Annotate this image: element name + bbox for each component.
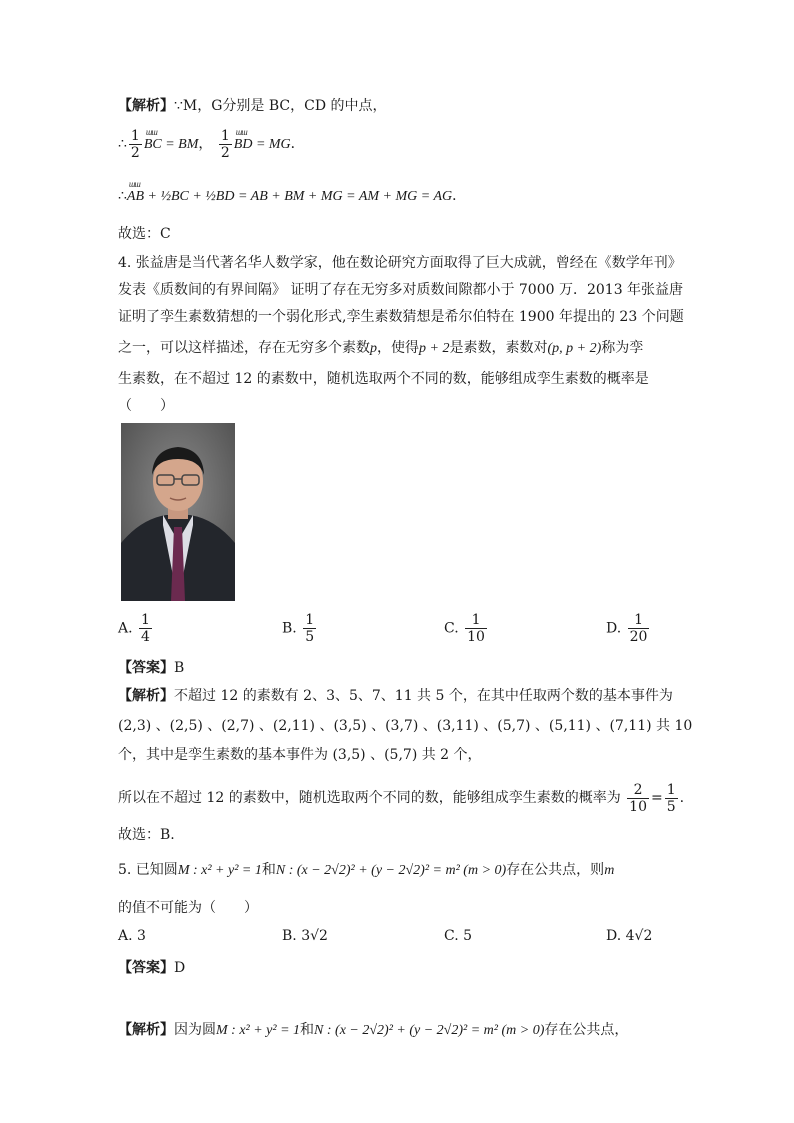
twin-pair: (p, p + 2) (547, 341, 602, 356)
q4-bracket: （ ） (118, 398, 174, 414)
option-c[interactable]: C. $\frac{1}{10}$ (444, 612, 485, 645)
vector-sum-expression: ɯɯ AB + ½BC + ½BD = AB + BM + MG = AM + MG = AG (127, 179, 452, 215)
choice-answer-b: 故选：B. (118, 827, 175, 843)
half-fraction: $\frac{1}{2}$ (220, 127, 230, 161)
option-d[interactable]: D. $\frac{1}{20}$ (606, 612, 648, 645)
analysis-text: ∵M，G分别是 BC，CD 的中点， (174, 98, 387, 114)
option-a-fraction: $\frac{1}{4}$ (141, 612, 150, 645)
q5-line-1: 5. 已知圆M : x² + y² = 1和N : (x − 2√2)² + (y − 2√2)² = m² (m > 0)存在公共点，则m (118, 862, 615, 878)
answer-4: 【答案】B (118, 660, 185, 676)
q5-option-d[interactable]: D. 4√2 (606, 928, 653, 944)
circle-m-equation: M : x² + y² = 1 (177, 863, 262, 878)
option-b-fraction: $\frac{1}{5}$ (305, 612, 315, 645)
q4-line-2: 发表《质数间的有界间隔》 证明了存在无穷多对质数间隙都小于 7000 万．2013 年张益唐 (118, 282, 684, 298)
vector-equation-2: ɯɯ BD = MG (234, 127, 291, 163)
vector-equation-1: ɯɯ BC = BM (144, 127, 199, 163)
option-c-fraction: $\frac{1}{10}$ (467, 612, 485, 645)
q4-line-4: 之一，可以这样描述，存在无穷多个素数p，使得p + 2是素数，素数对(p, p + 2)称为孪 (118, 340, 644, 356)
q5-option-c[interactable]: C. 5 (444, 928, 473, 944)
q4-line-3: 证明了孪生素数猜想的一个弱化形式,孪生素数猜想是希尔伯特在 1900 年提出的 23 个问题 (118, 309, 684, 325)
portrait-photo (121, 423, 235, 601)
therefore-symbol: ∴ (118, 136, 127, 152)
q5-option-b-value: 3√2 (301, 928, 328, 944)
expr-p-plus-2: p + 2 (419, 341, 450, 356)
q4-line-5: 生素数，在不超过 12 的素数中，随机选取两个不同的数，能够组成孪生素数的概率是 (118, 371, 649, 387)
vector-sum-line: ∴ɯɯ AB + ½BC + ½BD = AB + BM + MG = AM + MG = AG． (118, 178, 466, 215)
answer-5: 【答案】D (118, 960, 186, 976)
explanation-4-line-3: 个，其中是孪生素数的基本事件为 (3,5) 、(5,7) 共 2 个， (118, 747, 482, 763)
explanation-4-line-4: 所以在不超过 12 的素数中，随机选取两个不同的数，能够组成孪生素数的概率为 $\frac{2}{10}$ = $\frac{1}{5}$ . (118, 781, 685, 815)
var-p: p (370, 341, 377, 356)
analysis-tag: 【解析】 (118, 98, 174, 114)
circle-m-equation: M : x² + y² = 1 (216, 1023, 301, 1038)
prob-fraction-2-10: $\frac{2}{10}$ (629, 781, 647, 815)
therefore-symbol: ∴ (118, 188, 127, 204)
half-fraction: $\frac{1}{2}$ (130, 127, 140, 161)
q5-line-2: 的值不可能为（ ） (118, 900, 258, 916)
explanation-5-line-1: 【解析】因为圆M : x² + y² = 1和N : (x − 2√2)² + (y − 2√2)² = m² (m > 0)存在公共点， (118, 1022, 629, 1038)
choice-answer-c: 故选：C (118, 226, 171, 242)
explanation-4-line-2: (2,3) 、(2,5) 、(2,7) 、(2,11) 、(3,5) 、(3,7) 、(3,11) 、(5,7) 、(5,11) 、(7,11) 共 10 (118, 718, 693, 734)
q5-option-b[interactable]: B. 3√2 (282, 928, 328, 944)
q5-option-d-value: 4√2 (625, 928, 653, 944)
circle-n-equation: N : (x − 2√2)² + (y − 2√2)² = m² (m > 0) (314, 1023, 545, 1038)
circle-n-equation: N : (x − 2√2)² + (y − 2√2)² = m² (m > 0) (275, 863, 507, 878)
prob-fraction-1-5: $\frac{1}{5}$ (666, 781, 676, 815)
vector-equation-line-2: ∴ $\frac{1}{2}$ ɯɯ BC = BM， $\frac{1}{2}$ ɯɯ BD = MG． (118, 126, 305, 163)
q5-option-a[interactable]: A. 3 (118, 928, 146, 944)
option-b[interactable]: B. $\frac{1}{5}$ (282, 612, 315, 645)
option-a[interactable]: A. $\frac{1}{4}$ (118, 612, 150, 645)
explanation-4-line-1: 【解析】不超过 12 的素数有 2、3、5、7、11 共 5 个，在其中任取两个数的基本事件为 (118, 688, 673, 704)
option-d-fraction: $\frac{1}{20}$ (629, 612, 648, 645)
q4-line-1: 4. 张益唐是当代著名华人数学家，他在数论研究方面取得了巨大成就，曾经在《数学年刊》 (118, 255, 682, 271)
analysis-line-1 (118, 96, 387, 116)
portrait-illustration (121, 423, 235, 601)
